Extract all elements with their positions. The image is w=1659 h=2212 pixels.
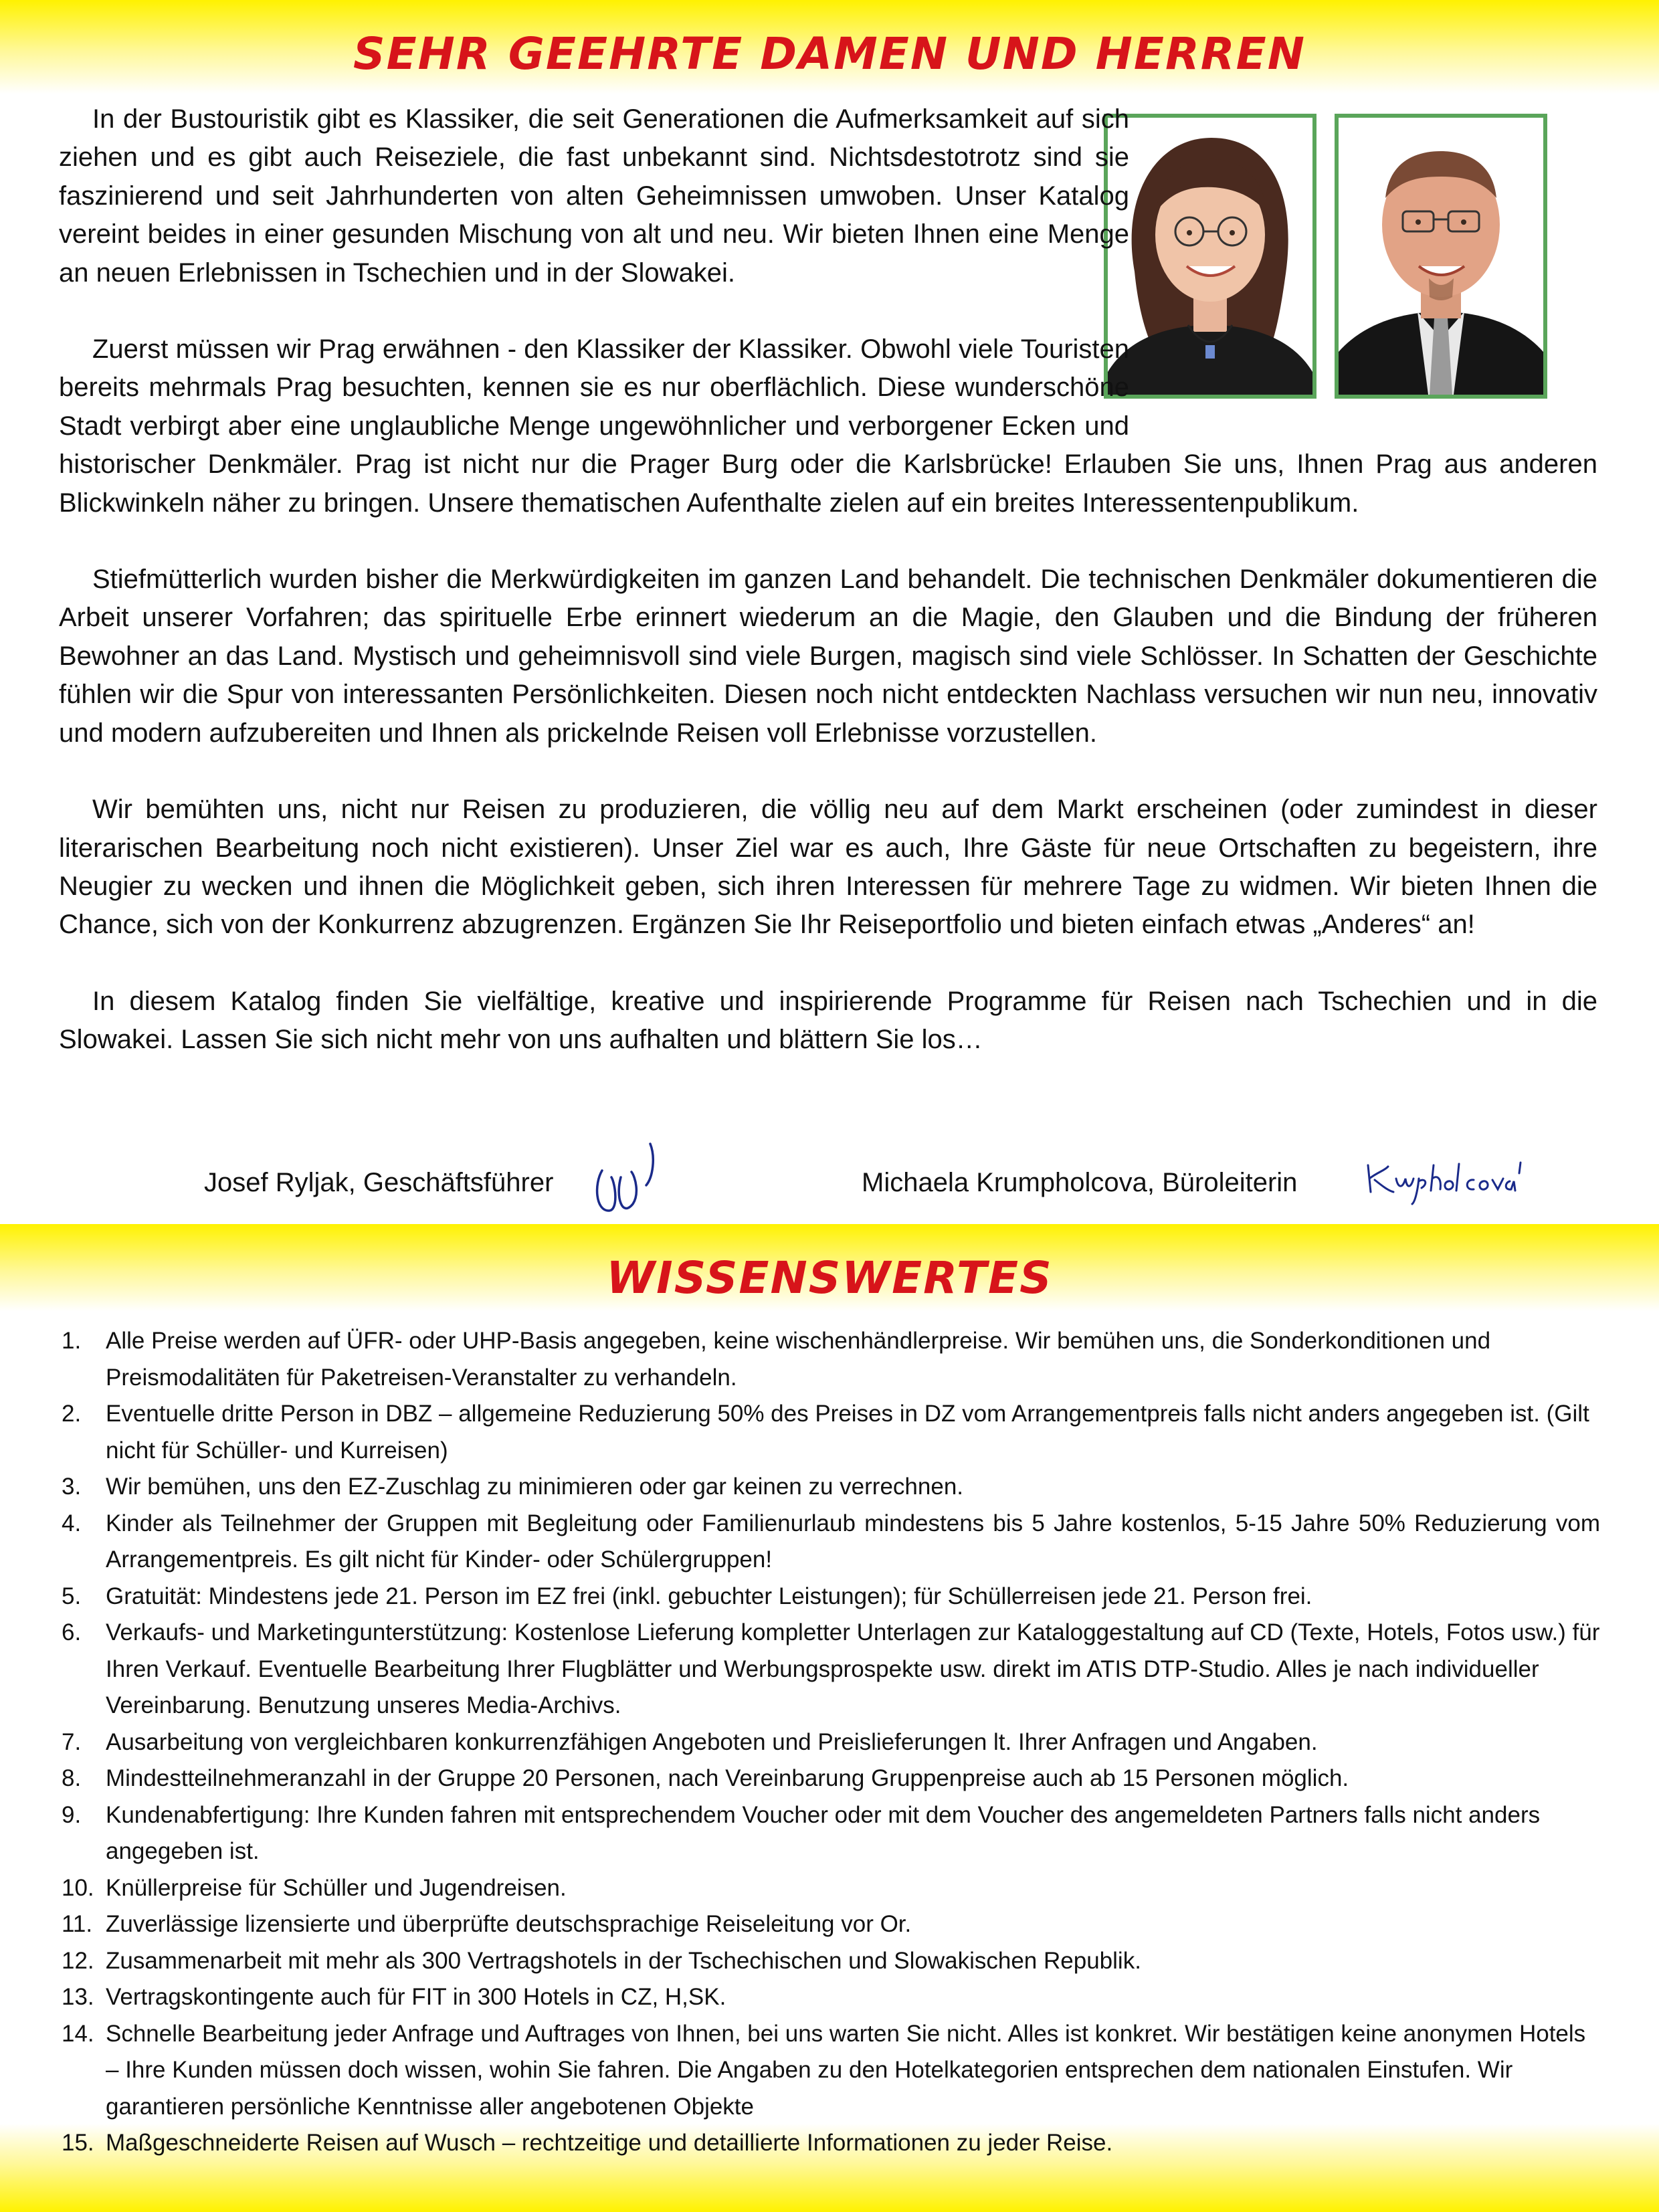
list-item (62, 2125, 1600, 2162)
list-item-text: Mindestteilnehmeranzahl in der Gruppe 20 Personen, nach Vereinbarung Gruppenpreise auch ab 15 Personen möglich. (106, 1765, 1349, 1791)
list-item (62, 1906, 1600, 1943)
list-item-text: Kinder als Teilnehmer der Gruppen mit Begleitung oder Familienurlaub mindestens bis 5 Jahre kostenlos, 5-15 Jahre 50% Reduzierung vom Arrangementpreis. Es gilt nicht für Kinder- oder Schülergruppen! (106, 1510, 1600, 1573)
list-item (62, 1943, 1600, 1980)
list-item-number: 8. (62, 1765, 82, 1791)
list-item-text: Vertragskontingente auch für FIT in 300 Hotels in CZ, H,SK. (106, 1984, 726, 2010)
list-item-number: 4. (62, 1510, 82, 1536)
list-item-number: 3. (62, 1474, 82, 1500)
list-item-text: Wir bemühen, uns den EZ-Zuschlag zu minimieren oder gar keinen zu verrechnen. (106, 1474, 964, 1500)
info-list (62, 1323, 1600, 2162)
list-item-number: 9. (62, 1801, 82, 1828)
intro-paragraph-5: In diesem Katalog finden Sie vielfältige, kreative und inspirierende Programme für Reisen nach Tschechien und in die Slowakei. Lassen Sie sich nicht mehr von uns aufhalten und blättern Sie los… (59, 986, 1597, 1055)
list-item-text: Schnelle Bearbeitung jeder Anfrage und Auftrages von Ihnen, bei uns warten Sie nicht. Alles ist konkret. Wir bestätigen keine anonymen Hotels – Ihre Kunden müssen doch wissen, wohin Sie fahren. Die Angaben zu den Hotelkategorien entsprechen dem nationalen Einstufen. Wir garantieren persönliche Kenntnisse aller angebotenen Objekte (106, 2020, 1586, 2120)
list-item-text: Ausarbeitung von vergleichbaren konkurrenzfähigen Angeboten und Preislieferungen lt. Ihrer Anfragen und Angaben. (106, 1728, 1318, 1755)
list-item-number: 14. (62, 2020, 94, 2047)
list-item-number: 12. (62, 1947, 94, 1974)
list-item (62, 1579, 1600, 1615)
intro-paragraph-3: Stiefmütterlich wurden bisher die Merkwürdigkeiten im ganzen Land behandelt. Die technischen Denkmäler dokumentieren die Arbeit unserer Vorfahren; das spirituelle Erbe erinnert wiederum an die Magie, den Glauben und die Bindung der früheren Bewohner an das Land. Mystisch und geheimnisvoll sind viele Burgen, magisch sind viele Schlösser. In Schatten der Geschichte fühlen wir die Spur von interessanten Persönlichkeiten. Diesen noch nicht entdeckten Nachlass versuchen wir nun neu, innovativ und modern aufzubereiten und Ihnen als prickelnde Reisen voll Erlebnisse vorzustellen. (59, 565, 1597, 748)
list-item (62, 2016, 1600, 2126)
list-item (62, 1979, 1600, 2016)
handwritten-signature-left (589, 1130, 682, 1217)
list-item-text: Eventuelle dritte Person in DBZ – allgemeine Reduzierung 50% des Preises in DZ vom Arrangementpreis falls nicht anders angegeben ist. (Gilt nicht für Schüller- und Kurreisen) (106, 1401, 1589, 1464)
list-item-text: Knüllerpreise für Schüller und Jugendreisen. (106, 1874, 567, 1901)
list-item-number: 13. (62, 1984, 94, 2010)
list-item (62, 1396, 1600, 1469)
list-item-text: Maßgeschneiderte Reisen auf Wusch – rechtzeitige und detaillierte Informationen zu jeder Reise. (106, 2130, 1113, 2156)
list-item (62, 1323, 1600, 1396)
list-item-number: 6. (62, 1619, 82, 1645)
list-item-text: Verkaufs- und Marketingunterstützung: Kostenlose Lieferung kompletter Unterlagen zur Kataloggestaltung auf CD (Texte, Hotels, Fotos usw.) für Ihren Verkauf. Eventuelle Bearbeitung Ihrer Flugblätter und Werbungsprospekte usw. direkt im ATIS DTP-Studio. Alles je nach individueller Vereinbarung. Benutzung unseres Media-Archivs. (106, 1619, 1600, 1718)
intro-paragraph-4: Wir bemühten uns, nicht nur Reisen zu produzieren, die völlig neu auf dem Markt erscheinen (oder zumindest in dieser literarischen Bearbeitung noch nicht existieren). Unser Ziel war es auch, Ihre Gäste für neue Ortschaften zu begeistern, ihre Neugier zu wecken und ihnen die Möglichkeit geben, sich ihren Interessen für mehrere Tage zu widmen. Wir bieten Ihnen die Chance, sich von der Konkurrenz abzugrenzen. Ergänzen Sie Ihr Reiseportfolio und bieten einfach etwas „Anderes“ an! (59, 795, 1597, 940)
list-item-number: 10. (62, 1874, 94, 1901)
list-item-text: Alle Preise werden auf ÜFR- oder UHP-Basis angegeben, keine wischenhändlerpreise. Wir bemühen uns, die Sonderkonditionen und Preismodalitäten für Paketreisen-Veranstalter zu verhandeln. (106, 1328, 1491, 1391)
list-item (62, 1761, 1600, 1797)
handwritten-signature-right (1361, 1152, 1529, 1205)
list-item-number: 2. (62, 1401, 82, 1427)
list-item (62, 1870, 1600, 1907)
signature-name-right: Michaela Krumpholcova, Büroleiterin (862, 1168, 1298, 1197)
intro-text (59, 100, 1597, 1060)
list-item-number: 5. (62, 1583, 82, 1609)
list-item-number: 15. (62, 2130, 94, 2156)
intro-paragraph-1: In der Bustouristik gibt es Klassiker, die seit Generationen die Aufmerksamkeit auf sich ziehen und es gibt auch Reiseziele, die fast unbekannt sind. Nichtsdestotrotz sind sie faszinierend und seit Jahrhunderten von alten Geheimnissen umwoben. Unser Katalog vereint beides in einer gesunden Mischung von alt und neu. Wir bieten Ihnen eine Menge an neuen Erlebnissen in Tschechien und in der Slowakei. (59, 104, 1129, 288)
list-item (62, 1469, 1600, 1506)
list-item-number: 11. (62, 1911, 93, 1937)
list-item (62, 1506, 1600, 1579)
list-item-text: Gratuität: Mindestens jede 21. Person im EZ frei (inkl. gebuchter Leistungen); für Schüllerreisen jede 21. Person frei. (106, 1583, 1312, 1609)
list-item (62, 1615, 1600, 1724)
signature-name-left: Josef Ryljak, Geschäftsführer (204, 1168, 554, 1197)
list-item-number: 1. (62, 1328, 82, 1354)
list-item-text: Zusammenarbeit mit mehr als 300 Vertragshotels in der Tschechischen und Slowakischen Republik. (106, 1947, 1141, 1974)
section-title-wissenswertes: WISSENSWERTES (606, 1252, 1053, 1304)
list-item-text: Zuverlässige lizensierte und überprüfte deutschsprachige Reiseleitung vor Or. (106, 1911, 912, 1937)
list-item (62, 1724, 1600, 1761)
list-item-text: Kundenabfertigung: Ihre Kunden fahren mit entsprechendem Voucher oder mit dem Voucher des angemeldeten Partners falls nicht anders angegeben ist. (106, 1801, 1541, 1864)
list-item-number: 7. (62, 1728, 82, 1755)
page-title: SEHR GEEHRTE DAMEN UND HERREN (353, 28, 1306, 80)
intro-paragraph-2: Zuerst müssen wir Prag erwähnen - den Klassiker der Klassiker. Obwohl viele Touristen bereits mehrmals Prag besuchten, kennen sie es nur oberflächlich. Diese wunderschöne Stadt verbirgt aber eine unglaubliche Menge ungewöhnlicher und verborgener Ecken und historischer Denkmäler. Prag ist nicht nur die Prager Burg oder die Karlsbrücke! Erlauben Sie uns, Ihnen Prag aus anderen Blickwinkeln näher zu bringen. Unsere thematischen Aufenthalte zielen auf ein breites Interessentenpublikum. (59, 334, 1597, 518)
photo-spacer (1129, 100, 1597, 437)
list-item (62, 1797, 1600, 1870)
